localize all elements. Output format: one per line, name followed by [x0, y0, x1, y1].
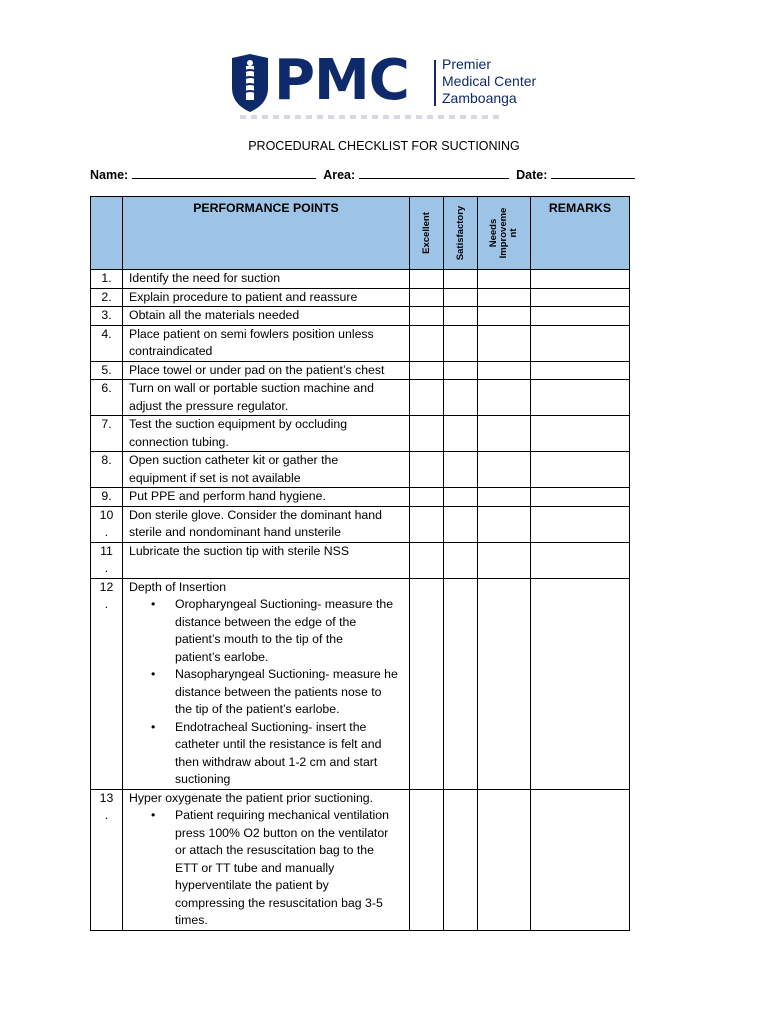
bullet-item [151, 596, 405, 666]
performance-point-line: Don sterile glove. Consider the dominant hand [129, 507, 382, 522]
bullet-item-line: hyperventilate the patient by [175, 878, 329, 892]
performance-point-line: connection tubing. [129, 434, 229, 449]
needs-improvement-cell[interactable] [478, 578, 531, 789]
performance-point-line: sterile and nondominant hand unsterile [129, 525, 341, 539]
table-row [91, 361, 630, 380]
performance-point [123, 416, 410, 452]
logo-line-medical-center: Medical Center [442, 73, 537, 89]
satisfactory-cell[interactable] [444, 270, 478, 289]
performance-point-line: Identify the need for suction [129, 271, 281, 285]
table-row [91, 325, 630, 361]
header-number-cell [91, 197, 123, 270]
performance-point-line: Depth of Insertion [129, 579, 227, 594]
performance-point-line: contraindicated [129, 344, 213, 358]
header-satisfactory-label: Satisfactory [454, 205, 466, 261]
performance-point-line: Place patient on semi fowlers position unless [129, 326, 374, 341]
satisfactory-cell[interactable] [444, 488, 478, 507]
performance-point [123, 307, 410, 326]
bullet-item [151, 666, 405, 719]
table-row [91, 452, 630, 488]
satisfactory-cell[interactable] [444, 307, 478, 326]
checklist-table [90, 196, 630, 931]
item-number-line: 7. [101, 417, 112, 431]
remarks-cell[interactable] [531, 380, 630, 416]
header-remarks: REMARKS [531, 197, 630, 270]
performance-point [123, 542, 410, 578]
bullet-item-line: distance between the edge of the [175, 614, 357, 629]
item-number [91, 542, 123, 578]
bullet-item-line: • Nasopharyngeal Suctioning- measure he [175, 667, 398, 681]
logo-wordmark: PMC [274, 48, 409, 113]
pmc-logo [228, 48, 558, 116]
needs-improvement-cell[interactable] [478, 452, 531, 488]
excellent-cell[interactable] [410, 325, 444, 361]
item-number-line: 2. [101, 289, 112, 304]
bullet-item-line: • Oropharyngeal Suctioning- measure the [175, 597, 394, 611]
satisfactory-cell[interactable] [444, 452, 478, 488]
needs-improvement-cell[interactable] [478, 380, 531, 416]
performance-point-line: Put PPE and perform hand hygiene. [129, 489, 326, 503]
date-label: Date: [516, 168, 548, 182]
table-row [91, 506, 630, 542]
excellent-cell[interactable] [410, 307, 444, 326]
item-number-line: . [104, 561, 109, 575]
performance-point-line: Test the suction equipment by occluding [129, 417, 348, 431]
table-row [91, 270, 630, 289]
satisfactory-cell[interactable] [444, 416, 478, 452]
item-number-line: . [104, 525, 109, 539]
item-number [91, 416, 123, 452]
performance-point [123, 270, 410, 289]
bullet-item [151, 719, 405, 789]
area-label: Area: [323, 168, 356, 182]
performance-point [123, 488, 410, 507]
item-number-line: 5. [101, 362, 112, 377]
performance-point [123, 288, 410, 307]
table-header-row [91, 197, 630, 270]
bullet-item-line: suctioning [175, 772, 231, 786]
excellent-cell[interactable] [410, 416, 444, 452]
performance-point [123, 325, 410, 361]
item-number-line: 3. [101, 308, 112, 322]
item-number-line: 6. [101, 381, 112, 395]
item-number-line: 13 [99, 790, 114, 805]
bullet-item-line: distance between the patients nose to [175, 684, 382, 699]
bullet-item-line: compressing the resuscitation bag 3-5 [175, 895, 383, 910]
shield-icon [228, 52, 272, 114]
item-number-line: 10 [99, 507, 114, 522]
table-row [91, 307, 630, 326]
header-satisfactory [444, 197, 478, 270]
performance-point [123, 361, 410, 380]
item-number [91, 506, 123, 542]
table-row [91, 416, 630, 452]
needs-improvement-cell[interactable] [478, 542, 531, 578]
excellent-cell[interactable] [410, 789, 444, 930]
checklist-rows [91, 270, 630, 931]
item-number [91, 380, 123, 416]
performance-point-line: Lubricate the suction tip with sterile NSS [129, 543, 350, 558]
performance-point [123, 380, 410, 416]
needs-improvement-cell[interactable] [478, 325, 531, 361]
logo-divider [434, 60, 436, 106]
bullet-item [151, 807, 405, 930]
excellent-cell[interactable] [410, 380, 444, 416]
remarks-cell[interactable] [531, 578, 630, 789]
item-number-line: . [104, 597, 109, 611]
performance-point [123, 452, 410, 488]
needs-line-3: nt [508, 228, 519, 238]
needs-improvement-cell[interactable] [478, 488, 531, 507]
performance-point [123, 506, 410, 542]
performance-point-line [129, 560, 405, 578]
logo-decorative-strip [240, 115, 500, 119]
performance-point-line: Open suction catheter kit or gather the [129, 453, 339, 467]
date-field[interactable] [551, 167, 635, 179]
satisfactory-cell[interactable] [444, 288, 478, 307]
item-number [91, 288, 123, 307]
excellent-cell[interactable] [410, 578, 444, 789]
bullet-list [129, 807, 405, 930]
table-row [91, 488, 630, 507]
document-title: PROCEDURAL CHECKLIST FOR SUCTIONING [248, 139, 520, 153]
table-row [91, 288, 630, 307]
needs-improvement-cell[interactable] [478, 789, 531, 930]
remarks-cell[interactable] [531, 325, 630, 361]
remarks-cell[interactable] [531, 361, 630, 380]
remarks-cell[interactable] [531, 270, 630, 289]
bullet-item-line: press 100% O2 button on the ventilator [175, 825, 389, 840]
item-number [91, 578, 123, 789]
remarks-cell[interactable] [531, 452, 630, 488]
table-row [91, 789, 630, 930]
needs-line-1: Needs [488, 218, 499, 248]
excellent-cell[interactable] [410, 270, 444, 289]
remarks-cell[interactable] [531, 307, 630, 326]
item-number-line: 11 [100, 543, 113, 558]
item-number-line: 9. [101, 489, 112, 503]
bullet-list [129, 596, 405, 789]
item-number [91, 488, 123, 507]
performance-point-line: Hyper oxygenate the patient prior suctioning. [129, 790, 374, 805]
name-field[interactable] [132, 167, 316, 179]
needs-improvement-cell[interactable] [478, 307, 531, 326]
header-excellent-label: Excellent [420, 212, 432, 254]
bullet-item-line: patient’s mouth to the tip of the [175, 632, 343, 646]
logo-line-premier: Premier [442, 56, 492, 72]
performance-point [123, 578, 410, 789]
needs-improvement-cell[interactable] [478, 416, 531, 452]
satisfactory-cell[interactable] [444, 380, 478, 416]
performance-point-line: Turn on wall or portable suction machine and [129, 381, 374, 395]
logo-line-zamboanga: Zamboanga [442, 90, 517, 106]
satisfactory-cell[interactable] [444, 578, 478, 789]
remarks-cell[interactable] [531, 288, 630, 307]
header-needs-improvement [478, 197, 531, 270]
item-number [91, 270, 123, 289]
table-row [91, 578, 630, 789]
item-number-line: 8. [101, 453, 112, 467]
table-row [91, 380, 630, 416]
excellent-cell[interactable] [410, 361, 444, 380]
bullet-item-line: • Endotracheal Suctioning- insert the [175, 719, 367, 734]
excellent-cell[interactable] [410, 488, 444, 507]
performance-point-line: Explain procedure to patient and reassure [129, 289, 358, 304]
performance-point-line: Obtain all the materials needed [129, 308, 300, 322]
needs-improvement-cell[interactable] [478, 361, 531, 380]
performance-point-line: Place towel or under pad on the patient’s chest [129, 362, 385, 377]
remarks-cell[interactable] [531, 506, 630, 542]
remarks-cell[interactable] [531, 542, 630, 578]
bullet-item-line: times. [175, 913, 208, 927]
satisfactory-cell[interactable] [444, 542, 478, 578]
header-performance-points: PERFORMANCE POINTS [123, 197, 410, 270]
needs-improvement-cell[interactable] [478, 506, 531, 542]
remarks-cell[interactable] [531, 789, 630, 930]
item-number-line: 4. [101, 326, 112, 341]
item-number-line: 12 [99, 579, 114, 594]
needs-improvement-cell[interactable] [478, 270, 531, 289]
name-label: Name: [90, 168, 129, 182]
remarks-cell[interactable] [531, 488, 630, 507]
bullet-item-line: then withdraw about 1-2 cm and start [175, 754, 378, 769]
needs-improvement-cell[interactable] [478, 288, 531, 307]
logo-organization-name [442, 56, 536, 107]
bullet-item-line: • Patient requiring mechanical ventilation [175, 808, 389, 822]
performance-point-line: equipment if set is not available [129, 470, 301, 485]
header-needs-improvement-label [489, 208, 519, 259]
bullet-item-line: ETT or TT tube and manually [175, 860, 335, 875]
excellent-cell[interactable] [410, 288, 444, 307]
bullet-item-line: the tip of the patient’s earlobe. [175, 702, 340, 716]
item-number [91, 361, 123, 380]
header-excellent [410, 197, 444, 270]
item-number [91, 325, 123, 361]
satisfactory-cell[interactable] [444, 506, 478, 542]
excellent-cell[interactable] [410, 506, 444, 542]
performance-point [123, 789, 410, 930]
satisfactory-cell[interactable] [444, 325, 478, 361]
item-number-line: . [104, 808, 109, 822]
bullet-item-line: patient’s earlobe. [175, 649, 269, 664]
item-number [91, 789, 123, 930]
area-field[interactable] [359, 167, 509, 179]
bullet-item-line: or attach the resuscitation bag to the [175, 843, 374, 857]
info-line [90, 167, 635, 182]
item-number [91, 452, 123, 488]
needs-line-2: Improveme [498, 207, 509, 259]
remarks-cell[interactable] [531, 416, 630, 452]
item-number-line: 1. [101, 271, 112, 285]
performance-point-line: adjust the pressure regulator. [129, 398, 289, 413]
excellent-cell[interactable] [410, 452, 444, 488]
item-number [91, 307, 123, 326]
satisfactory-cell[interactable] [444, 361, 478, 380]
satisfactory-cell[interactable] [444, 789, 478, 930]
table-row [91, 542, 630, 578]
excellent-cell[interactable] [410, 542, 444, 578]
bullet-item-line: catheter until the resistance is felt and [175, 737, 382, 751]
